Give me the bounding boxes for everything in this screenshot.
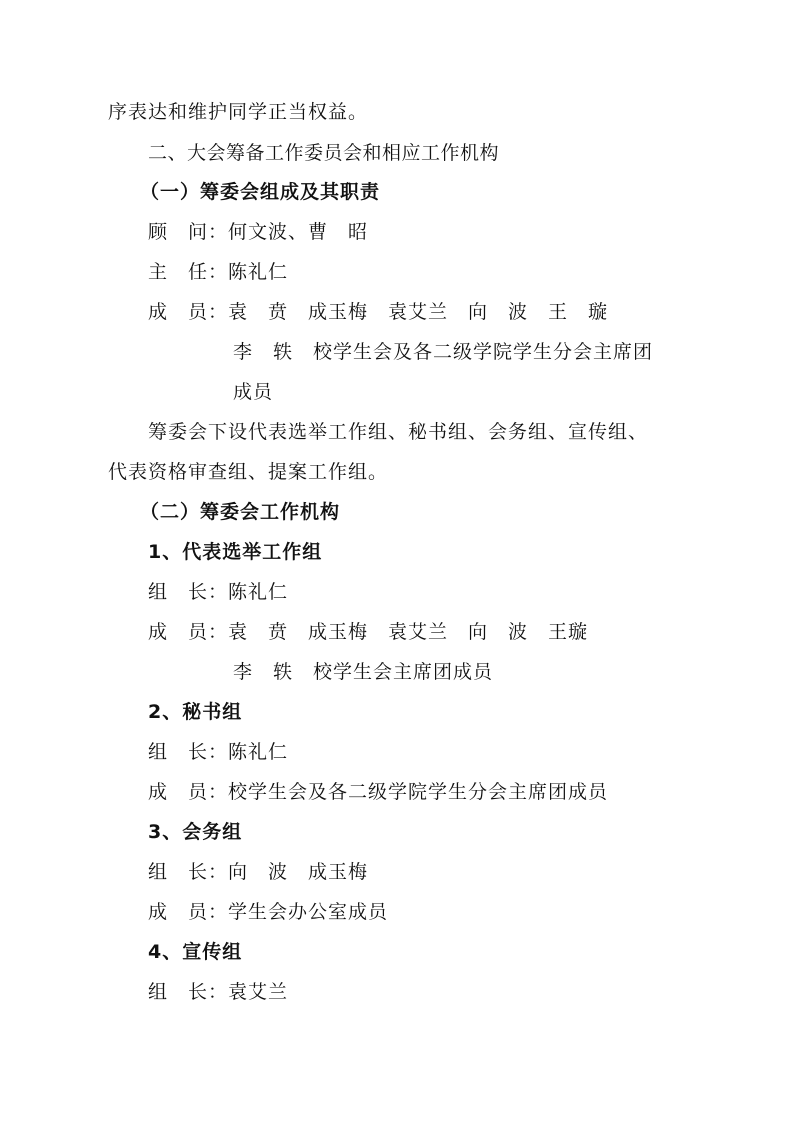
- advisor-line: 顾 问：何文波、曹 昭: [148, 221, 369, 243]
- members-line-1: 成 员：袁 贲 成玉梅 袁艾兰 向 波 王 璇: [148, 301, 609, 323]
- group-1-members-line-1: 成 员：袁 贲 成玉梅 袁艾兰 向 波 王璇: [148, 621, 589, 643]
- group-2-heading: 2、秘书组: [148, 701, 243, 723]
- groups-paragraph-line-2: 代表资格审查组、提案工作组。: [108, 461, 389, 483]
- group-3-leader: 组 长：向 波 成玉梅: [148, 861, 369, 883]
- continuation-text: 序表达和维护同学正当权益。: [108, 101, 369, 123]
- subsection-2-heading: （二）筹委会工作机构: [140, 501, 341, 523]
- members-line-2: 李 轶 校学生会及各二级学院学生分会主席团: [233, 341, 654, 363]
- group-1-leader: 组 长：陈礼仁: [148, 581, 289, 603]
- members-line-3: 成员: [233, 381, 274, 403]
- subsection-1-heading: （一）筹委会组成及其职责: [140, 181, 381, 203]
- group-3-heading: 3、会务组: [148, 821, 243, 843]
- group-4-leader: 组 长：袁艾兰: [148, 981, 289, 1003]
- group-2-members: 成 员：校学生会及各二级学院学生分会主席团成员: [148, 781, 609, 803]
- group-4-heading: 4、宣传组: [148, 941, 243, 963]
- group-3-members: 成 员：学生会办公室成员: [148, 901, 389, 923]
- groups-paragraph-line-1: 筹委会下设代表选举工作组、秘书组、会务组、宣传组、: [148, 421, 649, 443]
- section-2-heading: 二、大会筹备工作委员会和相应工作机构: [148, 142, 500, 164]
- group-1-heading: 1、代表选举工作组: [148, 541, 323, 563]
- group-2-leader: 组 长：陈礼仁: [148, 741, 289, 763]
- director-line: 主 任：陈礼仁: [148, 261, 289, 283]
- group-1-members-line-2: 李 轶 校学生会主席团成员: [233, 661, 494, 683]
